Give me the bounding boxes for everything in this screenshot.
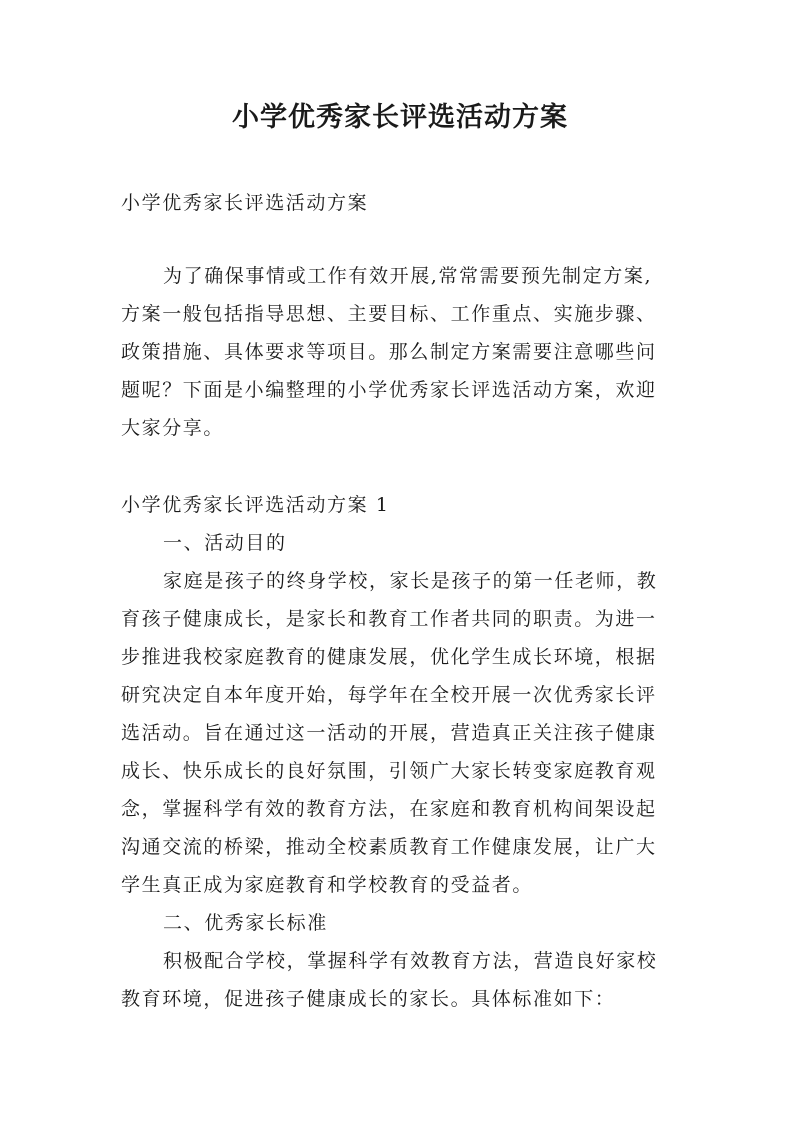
- intro-line: 为了确保事情或工作有效开展,常常需要预先制定方案,: [163, 265, 653, 287]
- intro-line: 政策措施、具体要求等项目。那么制定方案需要注意哪些问: [121, 341, 657, 363]
- part-heading: 二、优秀家长标准: [163, 912, 328, 934]
- body-line: 积极配合学校，掌握科学有效教育方法，营造良好家校: [163, 950, 658, 972]
- body-line: 选活动。旨在通过这一活动的开展，营造真正关注孩子健康: [121, 722, 657, 744]
- section-heading: 小学优秀家长评选活动方案 1: [121, 494, 390, 516]
- intro-line: 方案一般包括指导思想、主要目标、工作重点、实施步骤、: [121, 303, 657, 325]
- body-line: 研究决定自本年度开始，每学年在全校开展一次优秀家长评: [121, 684, 657, 706]
- intro-line: 大家分享。: [121, 417, 225, 439]
- body-line: 教育环境，促进孩子健康成长的家长。具体标准如下：: [121, 988, 616, 1010]
- body-line: 念，掌握科学有效的教育方法，在家庭和教育机构间架设起: [121, 798, 657, 820]
- body-line: 沟通交流的桥梁，推动全校素质教育工作健康发展，让广大: [121, 836, 657, 858]
- body-line: 育孩子健康成长，是家长和教育工作者共同的职责。为进一: [121, 608, 657, 630]
- document-subtitle: 小学优秀家长评选活动方案: [121, 192, 369, 214]
- body-line: 家庭是孩子的终身学校，家长是孩子的第一任老师，教: [163, 570, 658, 592]
- body-line: 学生真正成为家庭教育和学校教育的受益者。: [121, 874, 534, 896]
- intro-line: 题呢？下面是小编整理的小学优秀家长评选活动方案，欢迎: [121, 379, 657, 401]
- part-heading: 一、活动目的: [163, 532, 287, 554]
- body-line: 成长、快乐成长的良好氛围，引领广大家长转变家庭教育观: [121, 760, 657, 782]
- document-title: 小学优秀家长评选活动方案: [232, 102, 568, 133]
- body-line: 步推进我校家庭教育的健康发展，优化学生成长环境，根据: [121, 646, 657, 668]
